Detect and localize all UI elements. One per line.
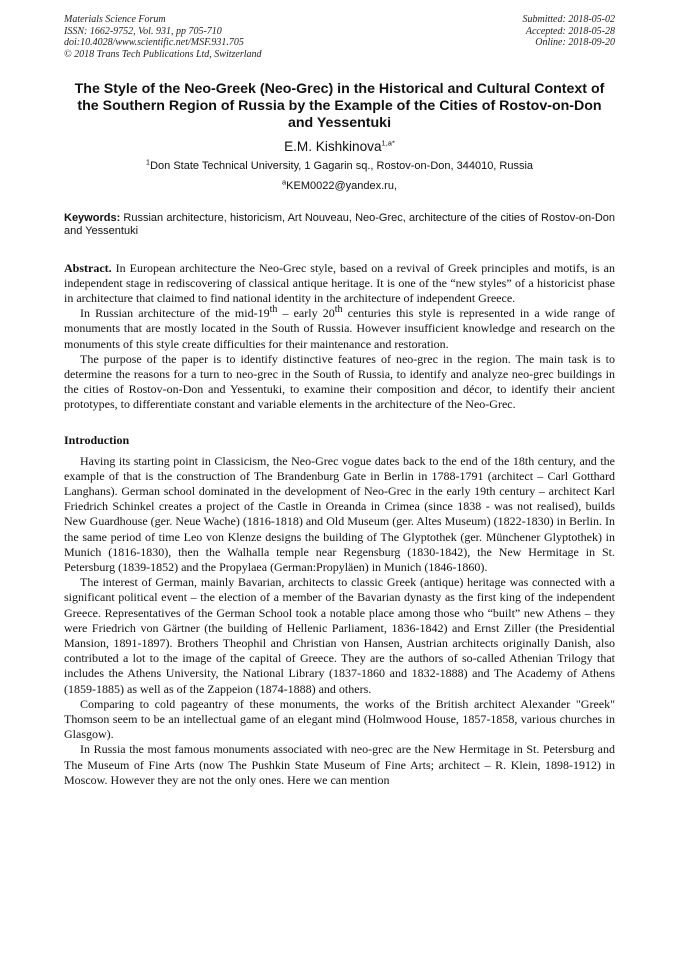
superscript: th: [334, 304, 343, 316]
online-date: Online: 2018-09-20: [535, 37, 615, 48]
journal-copyright: © 2018 Trans Tech Publications Ltd, Switzerland: [64, 48, 262, 60]
body-paragraph: The interest of German, mainly Bavarian, architects to classic Greek (antique) heritage was connected with a significant political event – the election of a member of the Bavarian dynasty as the first king of the independent Greece. Representatives of the German School took a notable place among those who “built” new Athens – they were Friedrich von Gärtner (the building of Hellenic Parliament, 1836-1842) and Ernst Ziller (the Presidential Mansion, 1891-1897). Brothers Theophil and Christian von Hansen, Austrian architects originally Danish, also contributed a lot to the image of the capital of Greece. They are the authors of so-called Athenian Trilogy that includes the Athens University, the National Library (1837-1860 and 1832-1888) and The Academy of Athens (1859-1885) as well as of the Zappeion (1874-1888) and others.: [64, 575, 615, 696]
journal-info: [64, 14, 262, 60]
affiliation-mark: 1: [145, 157, 151, 167]
submitted-date: Submitted: 2018-05-02: [522, 14, 615, 25]
body-paragraph: In Russia the most famous monuments associated with neo-grec are the New Hermitage in St. Petersburg and The Museum of Fine Arts (now The Pushkin State Museum of Fine Arts; architect – R. Klein, 1898-1912) in Moscow. However they are not the only ones. Here we can mention: [64, 742, 615, 787]
introduction-body: [64, 454, 615, 788]
abstract-paragraph: The purpose of the paper is to identify distinctive features of neo-grec in the region. The main task is to determine the reasons for a turn to neo-grec in the South of Russia, to identify and analyze neo-grec buildings in the cities of Rostov-on-Don and Yessentuki, to examine their composition and décor, to identify their ancient prototypes, to differentiate constant and variable elements in the architecture of the Neo-Grec.: [64, 351, 615, 412]
body-paragraph: Having its starting point in Classicism, the Neo-Grec vogue dates back to the end of the 18th century, and the example of that is the construction of The Brandenburg Gate in Berlin in 1788-1791 (architect – Carl Gotthard Langhans). German school dominated in the development of Neo-Grec in the early 19th century – architect Karl Friedrich Schinkel creates a project of the Castle in Oreanda in Crimea (since 1838 - was not realised), builds New Guardhouse (ger. Neue Wache) (1816-1818) and Old Museum (ger. Altes Museum) (1822-1830) in Berlin. In the same period of time Leo von Klenze designs the building of The Glyptothek (ger. Münchener Glyptothek) in Munich (1816-1830), then the Walhalla temple near Regensburg (1830-1842), the New Hermitage in St. Petersburg (1839-1852) and the Propylaea (German:Propyläen) in Munich (1846-1860).: [64, 453, 615, 575]
journal-doi: doi:10.4028/www.scientific.net/MSF.931.705: [64, 37, 244, 48]
publication-dates: [523, 14, 616, 60]
journal-name: Materials Science Forum: [64, 14, 166, 25]
author-email: [64, 177, 615, 193]
email-mark: a: [281, 177, 287, 187]
abstract-paragraph: [64, 261, 615, 307]
keywords-text: Russian architecture, historicism, Art Nouveau, Neo-Grec, architecture of the cities of Rostov-on-Don and Yessentuki: [64, 212, 615, 238]
author-line: [64, 139, 615, 155]
abstract-p1: In European architecture the Neo-Grec style, based on a revival of Greek principles and motifs, is an independent stage in rediscovering of classical antique heritage. It is one of the “new styles” of a historicist phase in architecture that claimed to find national identity in the architecture of independent Greece.: [64, 260, 615, 305]
section-heading-introduction: Introduction: [64, 432, 130, 447]
superscript: th: [269, 304, 278, 316]
journal-issn: ISSN: 1662-9752, Vol. 931, pp 705-710: [64, 25, 222, 37]
keywords: [64, 212, 615, 239]
abstract-label: Abstract.: [64, 260, 112, 275]
affiliation: [64, 157, 615, 173]
journal-header: [64, 14, 615, 60]
author-name: E.M. Kishkinova: [284, 139, 382, 154]
keywords-label: Keywords:: [64, 212, 121, 224]
paper-page: [64, 14, 615, 788]
affiliation-text: Don State Technical University, 1 Gagarin sq., Rostov-on-Don, 344010, Russia: [150, 160, 534, 172]
abstract-p2-text: – early 20: [277, 306, 335, 321]
author-affiliation-mark: 1,a*: [381, 138, 395, 148]
email-text: KEM0022@yandex.ru,: [286, 180, 397, 192]
abstract-p2-text: In Russian architecture of the mid-19: [80, 306, 270, 321]
paper-title: The Style of the Neo-Greek (Neo-Grec) in the Historical and Cultural Context of the Southern Region of Russia by the Example of the Cities of Rostov-on-Don and Yessentuki: [74, 81, 605, 131]
abstract-p2-text: centuries this style is represented in a wide range of monuments that are mostly located in the South of Russia. However insufficient knowledge and research on the monuments of this style create difficulties for their maintenance and restoration.: [64, 306, 615, 351]
accepted-date: Accepted: 2018-05-28: [525, 25, 615, 37]
abstract-paragraph: [64, 306, 615, 352]
body-paragraph: Comparing to cold pageantry of these monuments, the works of the British architect Alexander "Greek" Thomson seem to be an intellectual game of an elegant mind (Holmwood House, 1857-1858, various churches in Glasgow).: [64, 696, 615, 742]
abstract: [64, 261, 615, 413]
